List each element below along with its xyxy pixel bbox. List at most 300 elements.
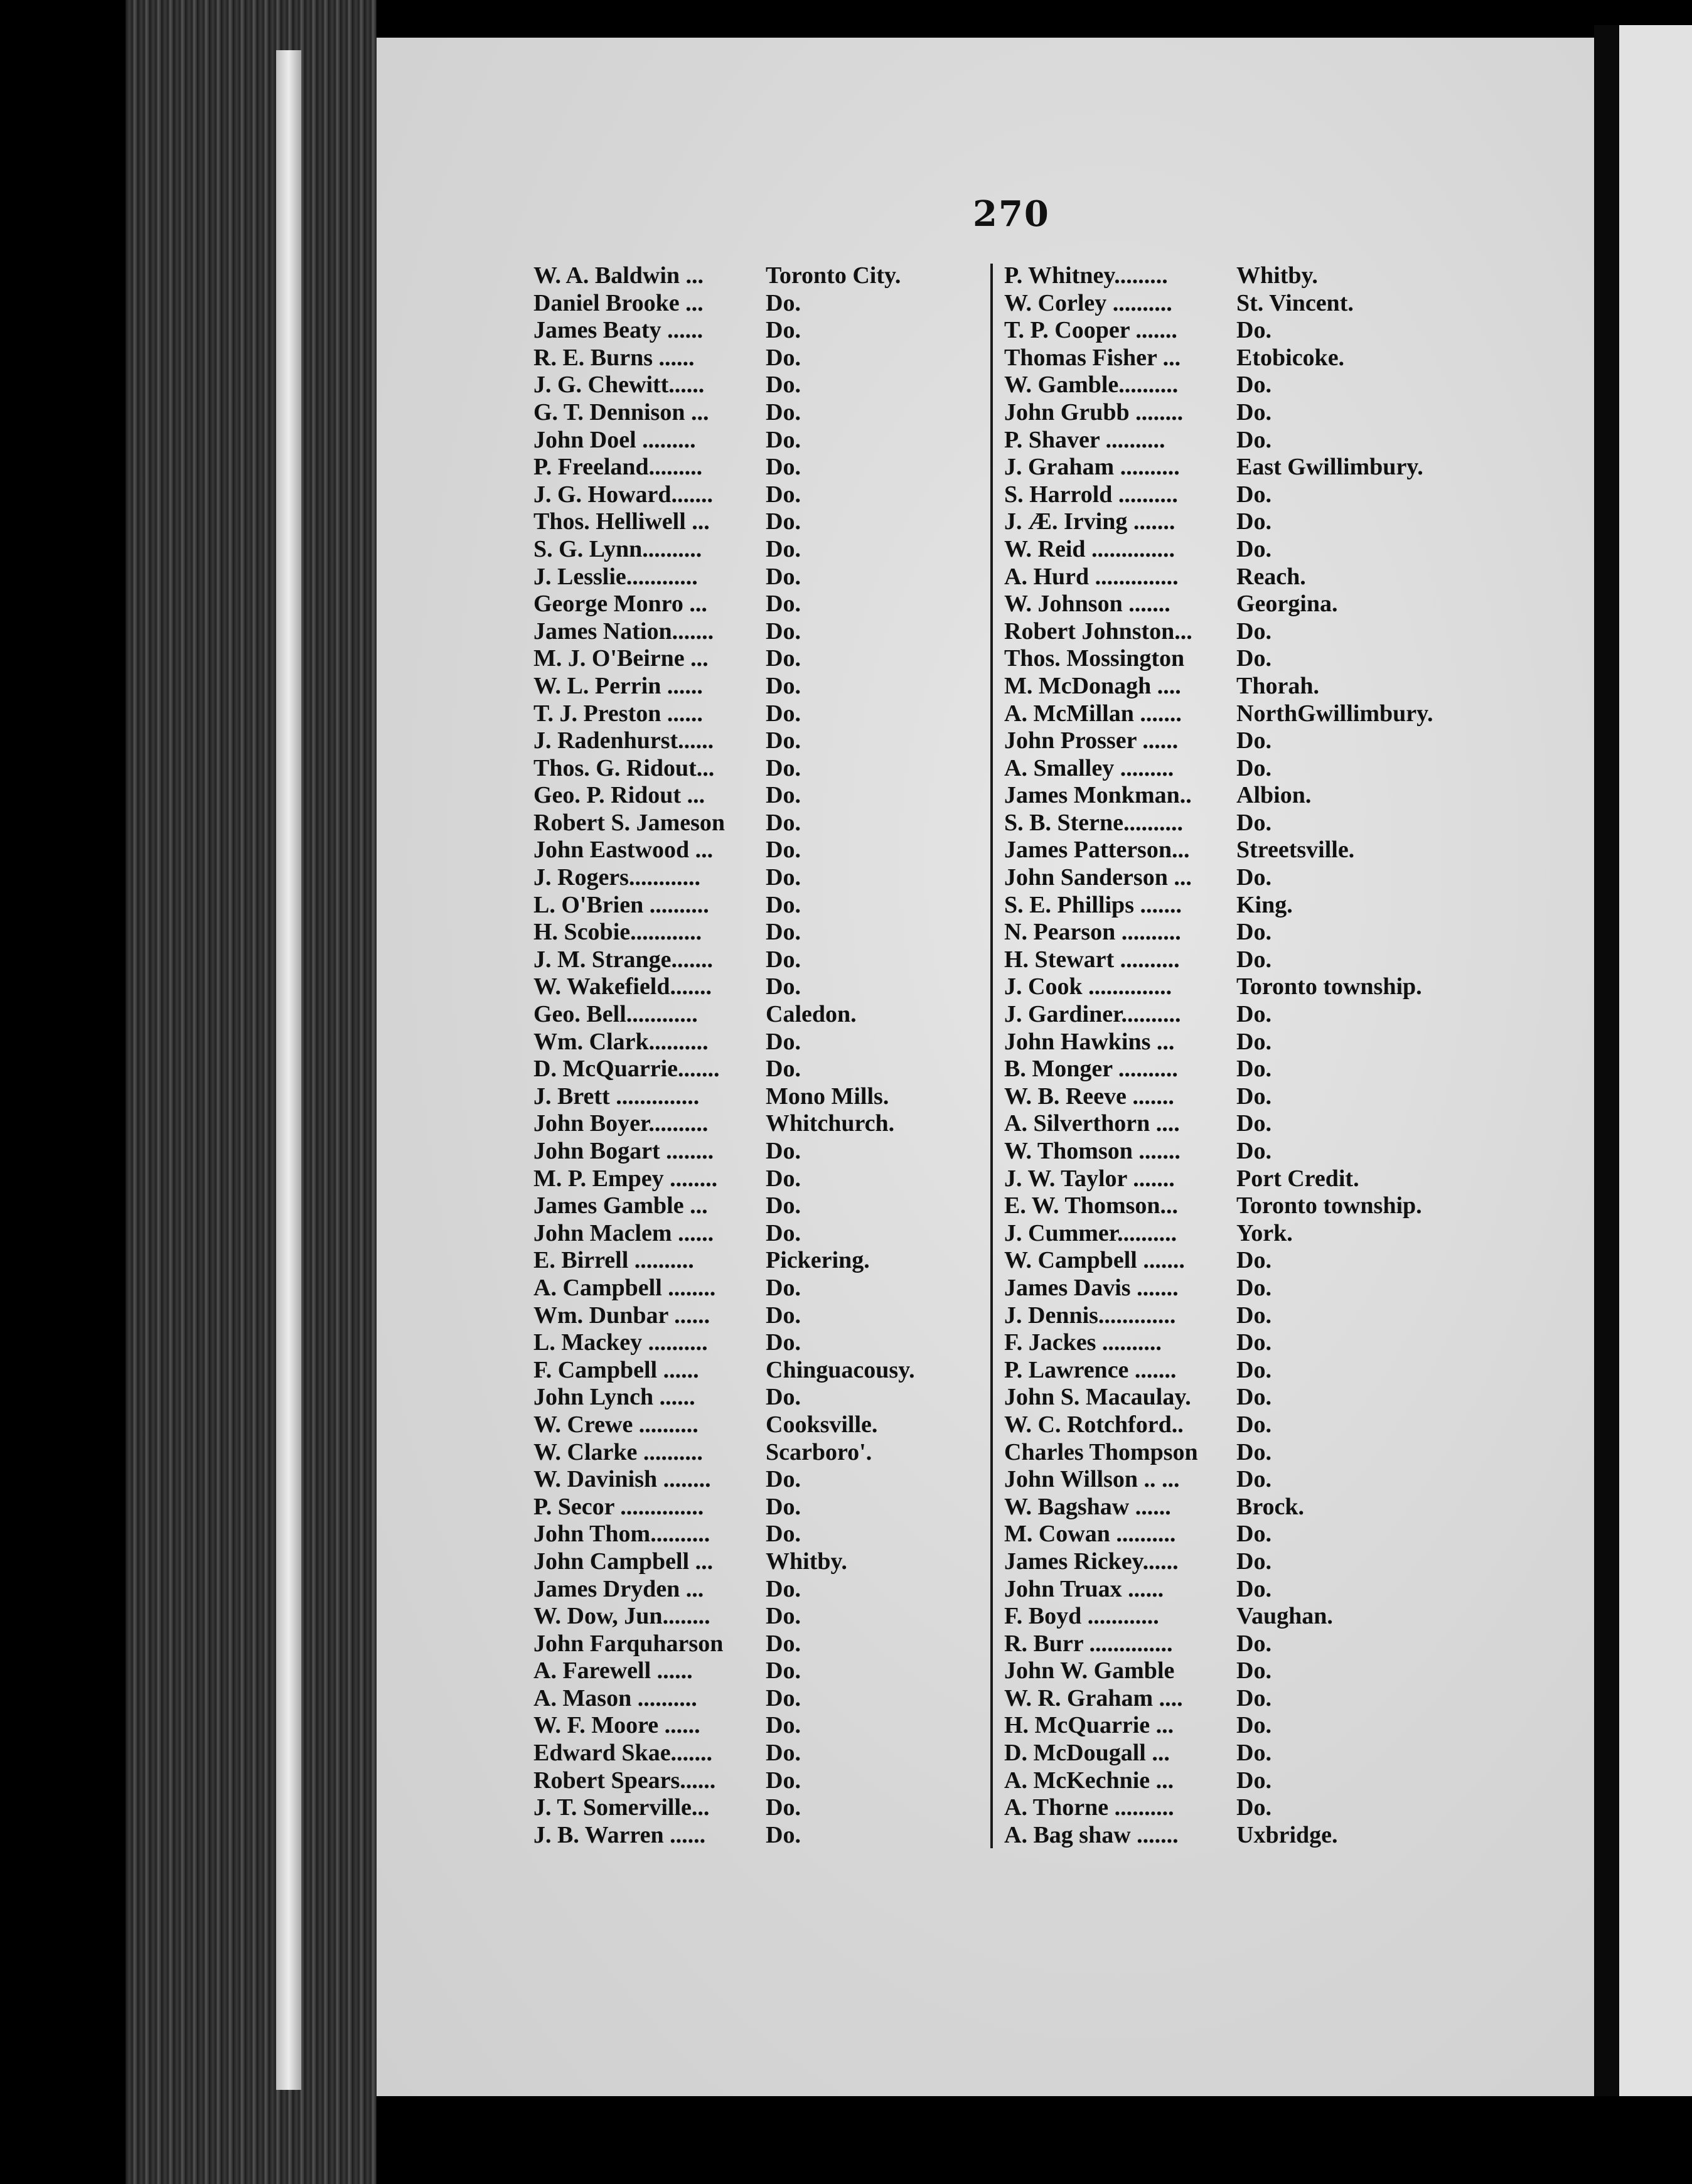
entry-place: Do. xyxy=(766,344,801,371)
entry-name: John Thom.......... xyxy=(533,1521,710,1548)
entry-place: Do. xyxy=(766,563,801,590)
entry-place: Cooksville. xyxy=(766,1411,878,1438)
entry-place: Do. xyxy=(766,837,801,864)
list-item xyxy=(1004,1083,1433,1111)
entry-place: Do. xyxy=(1236,426,1272,453)
entry-place: Do. xyxy=(766,1794,801,1821)
entry-place: Do. xyxy=(766,1274,801,1301)
list-item xyxy=(1004,1110,1433,1138)
entry-place: Do. xyxy=(766,426,801,453)
entry-place: Reach. xyxy=(1236,563,1306,590)
entry-name: P. Freeland......... xyxy=(533,454,703,481)
entry-name: Charles Thompson xyxy=(1004,1438,1198,1465)
list-item xyxy=(1004,1822,1433,1849)
entry-place: Do. xyxy=(766,1767,801,1794)
list-item xyxy=(1004,1603,1433,1630)
entry-name: W. Reid .............. xyxy=(1004,535,1175,562)
entry-name: M. Cowan .......... xyxy=(1004,1521,1176,1548)
list-item xyxy=(533,1247,915,1275)
entry-place: Do. xyxy=(766,645,801,672)
list-item xyxy=(1004,1685,1433,1713)
entry-place: Port Credit. xyxy=(1236,1165,1359,1192)
entry-place: Do. xyxy=(1236,1684,1272,1711)
entry-place: Caledon. xyxy=(766,1001,857,1028)
entry-place: Chinguacousy. xyxy=(766,1356,915,1383)
list-item xyxy=(533,399,915,427)
list-item xyxy=(533,946,915,974)
entry-name: John Lynch ...... xyxy=(533,1384,695,1411)
list-item xyxy=(1004,1521,1433,1548)
entry-name: W. Bagshaw ...... xyxy=(1004,1493,1171,1520)
list-item xyxy=(1004,536,1433,564)
entry-place: Do. xyxy=(766,1493,801,1520)
entry-name: W. Clarke .......... xyxy=(533,1438,703,1465)
entry-name: Edward Skae....... xyxy=(533,1740,713,1767)
entry-place: Do. xyxy=(1236,1001,1272,1028)
list-item xyxy=(1004,727,1433,755)
list-item xyxy=(1004,1275,1433,1302)
entry-place: Do. xyxy=(1236,864,1272,891)
list-item xyxy=(533,673,915,700)
list-item xyxy=(1004,1220,1433,1248)
entry-name: A. Mason .......... xyxy=(533,1684,697,1711)
list-item xyxy=(1004,564,1433,591)
list-item xyxy=(1004,700,1433,728)
entry-name: John Truax ...... xyxy=(1004,1575,1164,1602)
list-item xyxy=(1004,1192,1433,1220)
list-item xyxy=(1004,1302,1433,1330)
entry-name: A. Thorne .......... xyxy=(1004,1794,1174,1821)
entry-name: John Grubb ........ xyxy=(1004,399,1184,426)
entry-name: J. Cook .............. xyxy=(1004,973,1172,1000)
book-edge-highlight xyxy=(276,50,301,2090)
entry-name: P. Lawrence ....... xyxy=(1004,1356,1177,1383)
list-item xyxy=(533,1630,915,1658)
list-item xyxy=(533,1357,915,1384)
list-item xyxy=(533,1302,915,1330)
list-item xyxy=(533,1767,915,1795)
list-item xyxy=(1004,1029,1433,1056)
entry-place: East Gwillimbury. xyxy=(1236,454,1423,481)
list-item xyxy=(533,973,915,1001)
entry-place: Do. xyxy=(766,1028,801,1055)
entry-name: A. Campbell ........ xyxy=(533,1274,716,1301)
list-item xyxy=(1004,508,1433,536)
entry-place: Whitby. xyxy=(1236,262,1318,289)
entry-name: Geo. P. Ridout ... xyxy=(533,782,705,809)
list-item xyxy=(533,1056,915,1083)
entry-name: H. Scobie............ xyxy=(533,919,702,946)
entry-place: Do. xyxy=(766,672,801,699)
list-item xyxy=(533,864,915,892)
entry-name: W. L. Perrin ...... xyxy=(533,672,703,699)
list-item xyxy=(1004,1329,1433,1357)
list-item xyxy=(533,618,915,646)
entry-name: Thomas Fisher ... xyxy=(1004,344,1181,371)
right-column-list xyxy=(1004,262,1433,1849)
entry-place: Do. xyxy=(766,508,801,535)
entry-name: J. Lesslie............ xyxy=(533,563,698,590)
entry-place: Do. xyxy=(766,1219,801,1246)
entry-name: N. Pearson .......... xyxy=(1004,919,1181,946)
entry-name: James Dryden ... xyxy=(533,1575,704,1602)
entry-place: Do. xyxy=(1236,1302,1272,1329)
entry-name: James Monkman.. xyxy=(1004,782,1192,809)
entry-name: J. M. Strange....... xyxy=(533,946,714,973)
entry-name: R. Burr .............. xyxy=(1004,1630,1173,1657)
entry-place: Do. xyxy=(766,1603,801,1630)
entry-place: Do. xyxy=(1236,1438,1272,1465)
entry-place: Uxbridge. xyxy=(1236,1821,1338,1848)
entry-place: Do. xyxy=(766,727,801,754)
entry-place: Do. xyxy=(1236,1110,1272,1137)
list-item xyxy=(533,262,915,290)
entry-place: Do. xyxy=(766,1192,801,1219)
entry-name: John Doel ......... xyxy=(533,426,696,453)
page-number: 270 xyxy=(973,193,1050,235)
entry-place: Etobicoke. xyxy=(1236,344,1345,371)
entry-name: J. Æ. Irving ....... xyxy=(1004,508,1175,535)
list-item xyxy=(1004,372,1433,399)
entry-name: S. Harrold .......... xyxy=(1004,481,1178,508)
list-item xyxy=(533,1794,915,1822)
entry-place: Do. xyxy=(1236,1274,1272,1301)
entry-name: D. McQuarrie....... xyxy=(533,1056,720,1083)
entry-name: W. Wakefield....... xyxy=(533,973,712,1000)
entry-place: Do. xyxy=(1236,535,1272,562)
list-item xyxy=(1004,1548,1433,1576)
entry-name: W. F. Moore ...... xyxy=(533,1712,700,1739)
entry-name: John S. Macaulay. xyxy=(1004,1384,1191,1411)
entry-name: P. Secor .............. xyxy=(533,1493,704,1520)
list-item xyxy=(533,1275,915,1302)
list-item xyxy=(1004,755,1433,783)
entry-name: W. Johnson ....... xyxy=(1004,591,1170,618)
entry-name: W. A. Baldwin ... xyxy=(533,262,704,289)
list-item xyxy=(1004,1138,1433,1165)
list-item xyxy=(1004,919,1433,946)
entry-name: A. Farewell ...... xyxy=(533,1657,693,1684)
list-item xyxy=(1004,946,1433,974)
entry-name: F. Campbell ...... xyxy=(533,1356,699,1383)
entry-name: A. Silverthorn .... xyxy=(1004,1110,1180,1137)
entry-name: John Willson .. ... xyxy=(1004,1466,1180,1493)
entry-place: Do. xyxy=(1236,372,1272,399)
list-item xyxy=(533,919,915,946)
entry-name: James Rickey...... xyxy=(1004,1548,1179,1575)
entry-name: John Hawkins ... xyxy=(1004,1028,1175,1055)
list-item xyxy=(1004,1794,1433,1822)
list-item xyxy=(1004,892,1433,919)
list-item xyxy=(1004,810,1433,837)
entry-place: Brock. xyxy=(1236,1493,1305,1520)
entry-name: W. Corley .......... xyxy=(1004,289,1172,316)
list-item xyxy=(533,1603,915,1630)
entry-place: Do. xyxy=(766,1821,801,1848)
entry-place: Do. xyxy=(766,317,801,344)
list-item xyxy=(533,536,915,564)
entry-place: Do. xyxy=(766,1466,801,1493)
list-item xyxy=(1004,427,1433,454)
list-item xyxy=(1004,1712,1433,1740)
entry-place: Do. xyxy=(1236,1630,1272,1657)
entry-name: John W. Gamble xyxy=(1004,1657,1175,1684)
list-item xyxy=(1004,1384,1433,1411)
list-item xyxy=(533,1001,915,1029)
list-item xyxy=(533,1521,915,1548)
entry-place: Toronto City. xyxy=(766,262,901,289)
entry-name: W. Crewe .......... xyxy=(533,1411,699,1438)
list-item xyxy=(533,1657,915,1685)
entry-place: King. xyxy=(1236,891,1293,918)
entry-name: Geo. Bell............ xyxy=(533,1001,698,1028)
entry-place: St. Vincent. xyxy=(1236,289,1354,316)
entry-name: P. Whitney......... xyxy=(1004,262,1168,289)
entry-name: P. Shaver .......... xyxy=(1004,426,1165,453)
entry-name: R. E. Burns ...... xyxy=(533,344,695,371)
left-column-list xyxy=(533,262,915,1849)
list-item xyxy=(533,564,915,591)
entry-name: Wm. Clark.......... xyxy=(533,1028,709,1055)
entry-name: James Beaty ...... xyxy=(533,317,704,344)
entry-place: NorthGwillimbury. xyxy=(1236,700,1433,727)
list-item xyxy=(1004,1740,1433,1767)
list-item xyxy=(1004,1494,1433,1521)
entry-name: S. B. Sterne.......... xyxy=(1004,809,1183,836)
entry-place: Do. xyxy=(1236,1247,1272,1274)
list-item xyxy=(1004,1357,1433,1384)
entry-place: Do. xyxy=(1236,1329,1272,1356)
entry-name: J. W. Taylor ....... xyxy=(1004,1165,1175,1192)
entry-name: W. B. Reeve ....... xyxy=(1004,1083,1174,1110)
entry-name: J. Dennis............. xyxy=(1004,1302,1176,1329)
entry-name: W. C. Rotchford.. xyxy=(1004,1411,1184,1438)
list-item xyxy=(1004,1767,1433,1795)
entry-place: Do. xyxy=(766,891,801,918)
entry-name: H. Stewart .......... xyxy=(1004,946,1180,973)
list-item xyxy=(1004,973,1433,1001)
entry-name: James Patterson... xyxy=(1004,837,1190,864)
entry-name: John Boyer.......... xyxy=(533,1110,709,1137)
entry-place: Albion. xyxy=(1236,782,1312,809)
entry-name: M. P. Empey ........ xyxy=(533,1165,718,1192)
entry-place: Do. xyxy=(1236,809,1272,836)
entry-place: Do. xyxy=(1236,1466,1272,1493)
entry-place: Do. xyxy=(1236,1138,1272,1164)
entry-place: Do. xyxy=(766,372,801,399)
entry-place: Do. xyxy=(1236,1056,1272,1083)
list-item xyxy=(1004,782,1433,810)
entry-place: Do. xyxy=(766,919,801,946)
entry-place: Do. xyxy=(766,289,801,316)
entry-place: York. xyxy=(1236,1219,1293,1246)
entry-name: J. Gardiner.......... xyxy=(1004,1001,1181,1028)
entry-place: Pickering. xyxy=(766,1247,870,1274)
entry-name: J. T. Somerville... xyxy=(533,1794,710,1821)
list-item xyxy=(533,645,915,673)
entry-name: John Eastwood ... xyxy=(533,837,714,864)
entry-place: Do. xyxy=(1236,1740,1272,1767)
list-item xyxy=(1004,1657,1433,1685)
entry-name: H. McQuarrie ... xyxy=(1004,1712,1174,1739)
entry-place: Do. xyxy=(766,1712,801,1739)
entry-place: Do. xyxy=(1236,399,1272,426)
entry-place: Do. xyxy=(766,1684,801,1711)
list-item xyxy=(1004,454,1433,481)
list-item xyxy=(1004,317,1433,345)
list-item xyxy=(533,1083,915,1111)
entry-place: Do. xyxy=(1236,754,1272,781)
entry-place: Do. xyxy=(766,399,801,426)
entry-name: W. Gamble.......... xyxy=(1004,372,1179,399)
entry-name: Thos. Mossington xyxy=(1004,645,1185,672)
entry-name: J. Graham .......... xyxy=(1004,454,1180,481)
page-gutter-shadow xyxy=(1594,25,1619,2096)
entry-place: Thorah. xyxy=(1236,672,1319,699)
list-item xyxy=(1004,1056,1433,1083)
entry-name: A. Hurd .............. xyxy=(1004,563,1179,590)
list-item xyxy=(1004,645,1433,673)
entry-name: W. Thomson ....... xyxy=(1004,1138,1181,1164)
entry-name: James Gamble ... xyxy=(533,1192,708,1219)
entry-name: W. Davinish ........ xyxy=(533,1466,711,1493)
list-item xyxy=(1004,1630,1433,1658)
list-item xyxy=(533,372,915,399)
entry-name: Robert S. Jameson xyxy=(533,809,726,836)
entry-name: J. G. Chewitt...... xyxy=(533,372,705,399)
entry-name: J. B. Warren ...... xyxy=(533,1821,706,1848)
list-item xyxy=(533,727,915,755)
entry-place: Whitchurch. xyxy=(766,1110,895,1137)
list-item xyxy=(533,1466,915,1494)
entry-place: Do. xyxy=(766,973,801,1000)
entry-name: John Prosser ...... xyxy=(1004,727,1179,754)
list-item xyxy=(1004,1576,1433,1603)
entry-place: Toronto township. xyxy=(1236,1192,1422,1219)
list-item xyxy=(1004,837,1433,864)
entry-name: Wm. Dunbar ...... xyxy=(533,1302,710,1329)
list-item xyxy=(533,290,915,318)
entry-place: Do. xyxy=(1236,1575,1272,1602)
entry-name: George Monro ... xyxy=(533,591,707,618)
list-item xyxy=(533,1329,915,1357)
entry-name: James Nation....... xyxy=(533,618,714,645)
entry-name: J. Radenhurst...... xyxy=(533,727,714,754)
entry-name: A. McMillan ....... xyxy=(1004,700,1182,727)
list-item xyxy=(1004,591,1433,618)
list-item xyxy=(1004,1439,1433,1467)
entry-place: Do. xyxy=(1236,1356,1272,1383)
entry-place: Do. xyxy=(1236,1657,1272,1684)
entry-name: John Maclem ...... xyxy=(533,1219,714,1246)
entry-place: Do. xyxy=(766,1630,801,1657)
entry-place: Do. xyxy=(766,1521,801,1548)
entry-name: S. E. Phillips ....... xyxy=(1004,891,1182,918)
entry-name: E. Birrell .......... xyxy=(533,1247,694,1274)
entry-place: Do. xyxy=(1236,1548,1272,1575)
entry-name: L. Mackey .......... xyxy=(533,1329,708,1356)
entry-name: James Davis ....... xyxy=(1004,1274,1179,1301)
entry-name: D. McDougall ... xyxy=(1004,1740,1170,1767)
list-item xyxy=(1004,399,1433,427)
entry-place: Scarboro'. xyxy=(766,1438,872,1465)
entry-name: F. Jackes .......... xyxy=(1004,1329,1162,1356)
entry-place: Do. xyxy=(766,1056,801,1083)
list-item xyxy=(533,1384,915,1411)
entry-name: J. Rogers............ xyxy=(533,864,700,891)
entry-place: Do. xyxy=(766,535,801,562)
entry-name: Thos. Helliwell ... xyxy=(533,508,710,535)
entry-name: Thos. G. Ridout... xyxy=(533,754,715,781)
entry-place: Do. xyxy=(766,1329,801,1356)
entry-place: Do. xyxy=(766,1302,801,1329)
entry-place: Do. xyxy=(1236,1411,1272,1438)
entry-place: Do. xyxy=(766,1575,801,1602)
facing-page-edge xyxy=(1619,25,1692,2096)
entry-place: Do. xyxy=(766,591,801,618)
list-item xyxy=(1004,1411,1433,1439)
entry-place: Do. xyxy=(766,864,801,891)
entry-place: Mono Mills. xyxy=(766,1083,889,1110)
entry-name: T. P. Cooper ....... xyxy=(1004,317,1177,344)
list-item xyxy=(533,1138,915,1165)
entry-place: Do. xyxy=(766,454,801,481)
entry-name: J. Brett .............. xyxy=(533,1083,700,1110)
list-item xyxy=(1004,1001,1433,1029)
list-item xyxy=(533,454,915,481)
list-item xyxy=(533,1411,915,1439)
book-page-edges xyxy=(126,0,377,2184)
list-item xyxy=(1004,1466,1433,1494)
list-item xyxy=(533,591,915,618)
list-item xyxy=(533,837,915,864)
list-item xyxy=(533,1685,915,1713)
list-item xyxy=(533,508,915,536)
list-item xyxy=(533,1192,915,1220)
entry-name: W. R. Graham .... xyxy=(1004,1684,1183,1711)
entry-place: Do. xyxy=(1236,618,1272,645)
list-item xyxy=(533,317,915,345)
list-item xyxy=(1004,673,1433,700)
list-item xyxy=(533,481,915,509)
entry-name: W. Dow, Jun........ xyxy=(533,1603,710,1630)
entry-place: Do. xyxy=(1236,946,1272,973)
entry-place: Do. xyxy=(766,700,801,727)
entry-name: A. Bag shaw ....... xyxy=(1004,1821,1179,1848)
list-item xyxy=(533,1165,915,1193)
entry-place: Do. xyxy=(1236,508,1272,535)
entry-name: John Bogart ........ xyxy=(533,1138,714,1164)
list-item xyxy=(533,1740,915,1767)
entry-name: A. Smalley ......... xyxy=(1004,754,1174,781)
entry-place: Toronto township. xyxy=(1236,973,1422,1000)
entry-place: Vaughan. xyxy=(1236,1603,1333,1630)
list-item xyxy=(533,755,915,783)
entry-name: M. J. O'Beirne ... xyxy=(533,645,709,672)
list-item xyxy=(1004,481,1433,509)
list-item xyxy=(1004,290,1433,318)
entry-name: J. Cummer.......... xyxy=(1004,1219,1177,1246)
entry-name: A. McKechnie ... xyxy=(1004,1767,1174,1794)
entry-place: Do. xyxy=(1236,727,1272,754)
entry-place: Do. xyxy=(766,1657,801,1684)
entry-name: M. McDonagh .... xyxy=(1004,672,1181,699)
list-item xyxy=(533,810,915,837)
entry-place: Streetsville. xyxy=(1236,837,1355,864)
entry-place: Do. xyxy=(766,1165,801,1192)
list-item xyxy=(533,1548,915,1576)
entry-name: B. Monger .......... xyxy=(1004,1056,1178,1083)
